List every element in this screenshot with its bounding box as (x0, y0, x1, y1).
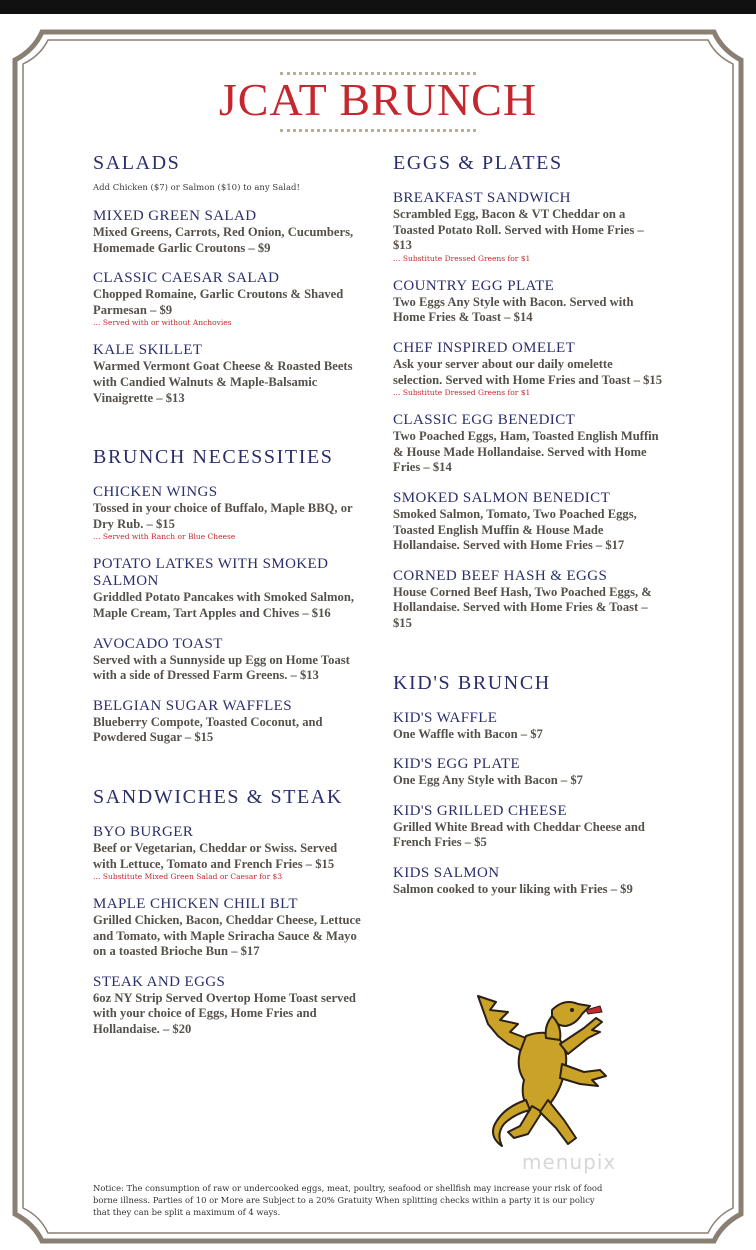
item-name: BYO BURGER (93, 823, 194, 840)
section-title: SANDWICHES & STEAK (93, 785, 343, 808)
item-name: SMOKED SALMON BENEDICT (393, 489, 611, 506)
item-description: Griddled Potato Pancakes with Smoked Salmon, Maple Cream, Tart Apples and Chives – $16 (93, 590, 354, 620)
item-name: KIDS SALMON (393, 864, 500, 881)
item-description: Served with a Sunnyside up Egg on Home Toast with a side of Dressed Farm Greens. – $13 (93, 652, 350, 683)
menu-item (393, 568, 663, 632)
item-name: KALE SKILLET (93, 342, 203, 359)
item-description: Salmon cooked to your liking with Fries – $9 (393, 881, 633, 896)
menu-item (393, 803, 663, 851)
menu-item (93, 636, 363, 684)
menu-item (93, 974, 363, 1038)
item-name: MIXED GREEN SALAD (93, 208, 257, 224)
item-note: … Substitute Dressed Greens for $1 (393, 388, 531, 398)
item-name: CHICKEN WINGS (93, 484, 218, 501)
menu-item (393, 756, 663, 789)
section-title: BRUNCH NECESSITIES (93, 446, 334, 469)
item-name: KID'S WAFFLE (393, 709, 498, 726)
item-description: Ask your server about our daily omelette selection. Served with Home Fries and Toast – $15 (393, 356, 663, 387)
section-title: KID'S BRUNCH (393, 671, 551, 694)
item-name: CHEF INSPIRED OMELET (393, 339, 576, 356)
item-description: Beef or Vegetarian, Cheddar or Swiss. Served with Lettuce, Tomato and French Fries – $15 (93, 840, 338, 871)
menu-item (393, 490, 663, 554)
item-name: POTATO LATKES WITH SMOKED SALMON (93, 556, 329, 590)
menu-item (393, 340, 663, 398)
section-sandwiches-steak (93, 784, 363, 1038)
item-description: Smoked Salmon, Tomato, Two Poached Eggs, Toasted English Muffin & House Made Hollandaise. Served with Home Fries – $17 (393, 506, 637, 553)
section-title: EGGS & PLATES (393, 152, 563, 174)
item-description: Two Poached Eggs, Ham, Toasted English Muffin & House Made Hollandaise. Served with Home Fries – $14 (393, 429, 659, 475)
menu-item (393, 865, 663, 898)
menu-item (93, 208, 363, 256)
item-note: … Served with Ranch or Blue Cheese (93, 532, 236, 542)
section-title: SALADS (93, 152, 181, 174)
item-name: KID'S EGG PLATE (393, 756, 521, 773)
watermark: menupix (522, 1150, 617, 1174)
item-name: MAPLE CHICKEN CHILI BLT (93, 896, 298, 913)
right-column (393, 150, 663, 911)
section-note: Add Chicken ($7) or Salmon ($10) to any Salad! (93, 183, 300, 193)
menu-item (93, 556, 363, 621)
menu-item (93, 824, 363, 882)
item-description: 6oz NY Strip Served Overtop Home Toast served with your choice of Eggs, Home Fries and Hollandaise. – $20 (93, 990, 356, 1037)
item-name: KID'S GRILLED CHEESE (393, 802, 568, 819)
title-dots-bottom (280, 129, 476, 132)
item-description: Mixed Greens, Carrots, Red Onion, Cucumbers, Homemade Garlic Croutons – $9 (93, 225, 354, 255)
section-salads (93, 150, 363, 406)
menu-item (93, 698, 363, 746)
item-name: COUNTRY EGG PLATE (393, 277, 555, 294)
item-description: Grilled White Bread with Cheddar Cheese and French Fries – $5 (393, 819, 645, 850)
notice-text: Notice: The consumption of raw or undercooked eggs, meat, poultry, seafood or shellfish may increase your risk of food borne illness. Parties of 10 or More are Subject to a 20% Gratuity When splitting checks within a party it is our policy that they can be split a maximum of 4 ways. (93, 1183, 603, 1217)
left-column (93, 150, 363, 1052)
item-name: BREAKFAST SANDWICH (393, 190, 571, 206)
menu-item (93, 270, 363, 328)
menu-item (93, 342, 363, 406)
item-name: AVOCADO TOAST (93, 635, 223, 652)
menu-item (393, 278, 663, 326)
menu-item (393, 412, 663, 476)
item-description: House Corned Beef Hash, Two Poached Eggs, & Hollandaise. Served with Home Fries & Toast – $15 (393, 584, 652, 630)
item-description: Chopped Romaine, Garlic Croutons & Shaved Parmesan – $9 (93, 287, 344, 317)
item-name: CLASSIC EGG BENEDICT (393, 412, 576, 429)
item-note: … Substitute Mixed Green Salad or Caesar for $3 (93, 872, 283, 882)
item-name: CORNED BEEF HASH & EGGS (393, 567, 608, 584)
menu-item (93, 484, 363, 542)
item-description: Grilled Chicken, Bacon, Cheddar Cheese, Lettuce and Tomato, with Maple Sriracha Sauce & Mayo on a toasted Brioche Bun – $17 (93, 913, 361, 959)
item-description: Two Eggs Any Style with Bacon. Served with Home Fries & Toast – $14 (393, 294, 634, 325)
menu-item (393, 190, 663, 264)
item-description: Blueberry Compote, Toasted Coconut, and Powdered Sugar – $15 (93, 714, 323, 745)
griffin-icon (468, 988, 618, 1160)
item-name: BELGIAN SUGAR WAFFLES (93, 697, 292, 714)
item-note: … Substitute Dressed Greens for $1 (393, 253, 531, 263)
section-kids-brunch (393, 670, 663, 898)
item-note: … Served with or without Anchovies (93, 318, 232, 328)
section-eggs-plates (393, 150, 663, 632)
item-description: Scrambled Egg, Bacon & VT Cheddar on a Toasted Potato Roll. Served with Home Fries – $13 (393, 207, 644, 253)
item-name: STEAK AND EGGS (93, 973, 226, 990)
menu-item (393, 710, 663, 743)
item-description: Warmed Vermont Goat Cheese & Roasted Beets with Candied Walnuts & Maple-Balsamic Vinaigrette – $13 (93, 359, 353, 405)
page-title: JCAT BRUNCH (218, 74, 538, 125)
section-brunch-necessities (93, 444, 363, 746)
menu-item (93, 896, 363, 960)
item-description: Tossed in your choice of Buffalo, Maple BBQ, or Dry Rub. – $15 (93, 501, 353, 531)
item-description: One Waffle with Bacon – $7 (393, 726, 543, 741)
item-name: CLASSIC CAESAR SALAD (93, 270, 280, 287)
item-description: One Egg Any Style with Bacon – $7 (393, 773, 583, 788)
